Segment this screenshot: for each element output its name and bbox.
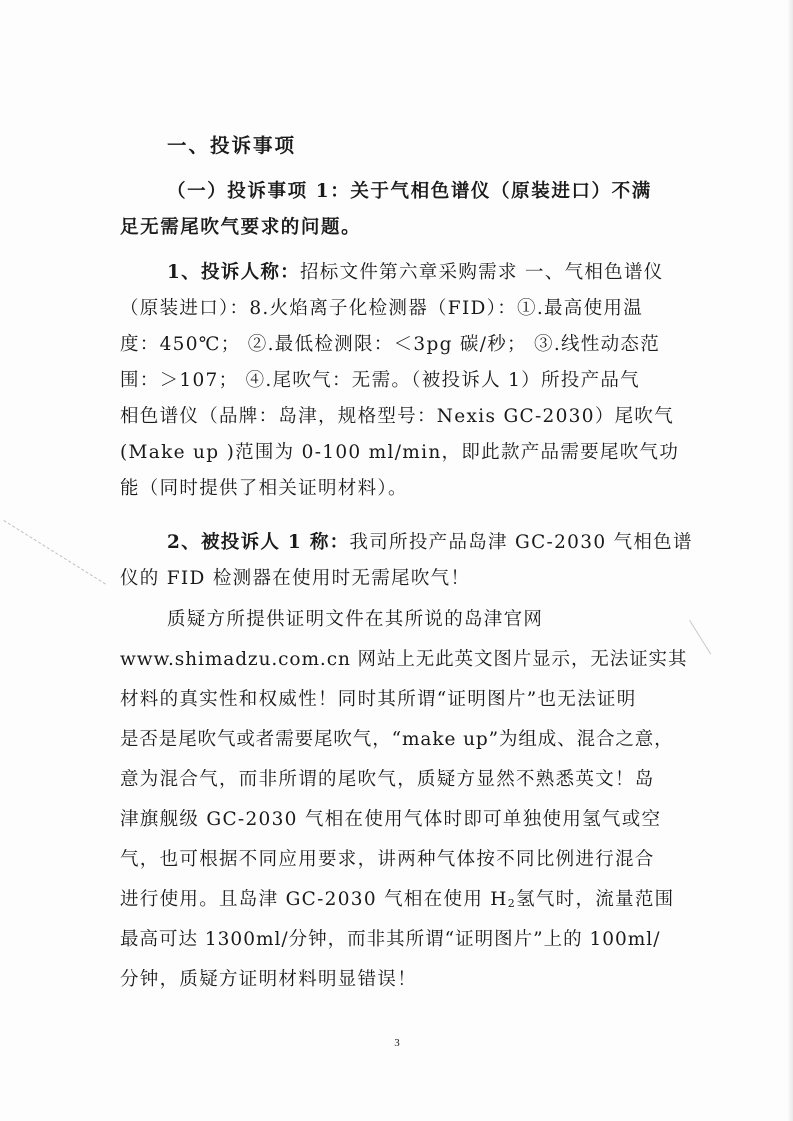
item1-title-line2: 足无需尾吹气要求的问题。 [120, 217, 362, 238]
complaint-line4: 围：＞107； ④.尾吹气：无需。（被投诉人 1）所投产品气 [120, 370, 640, 391]
respondent-line9: 气，也可根据不同应用要求，讲两种气体按不同比例进行混合 [120, 849, 655, 870]
section-heading: 一、投诉事项 [167, 134, 297, 157]
respondent-line2: 仪的 FID 检测器在使用时无需尾吹气！ [120, 568, 471, 589]
complaint-line1-text: 招标文件第六章采购需求 一、气相色谱仪 [299, 262, 664, 283]
complaint-line1 [167, 258, 664, 284]
respondent-line4: www.shimadzu.com.cn 网站上无此英文图片显示，无法证实其 [120, 649, 688, 670]
item1-title-line1: （一）投诉事项 1：关于气相色谱仪（原装进口）不满 [167, 181, 652, 202]
complaint-line2: （原装进口）：8.火焰离子化检测器（FID）：①.最高使用温 [120, 298, 644, 319]
complaint-label: 1、投诉人称： [167, 262, 300, 283]
complaint-line3: 度：450℃； ②.最低检测限：＜3pg 碳/秒； ③.线性动态范 [120, 334, 660, 355]
scan-artifact-line [688, 620, 711, 655]
respondent-line6: 是否是尾吹气或者需要尾吹气，“make up”为组成、混合之意， [120, 729, 674, 750]
scan-edge-shadow [787, 0, 793, 1121]
respondent-line8: 津旗舰级 GC-2030 气相在使用气体时即可单独使用氢气或空 [120, 809, 662, 830]
respondent-label: 2、被投诉人 1 称： [167, 532, 350, 553]
complaint-line6: (Make up )范围为 0-100 ml/min，即此款产品需要尾吹气功 [120, 442, 680, 463]
respondent-line1 [167, 528, 693, 554]
respondent-line12: 分钟，质疑方证明材料明显错误！ [120, 969, 418, 990]
respondent-line10-part-b: 氢气时，流量范围 [516, 889, 675, 910]
complaint-line7: 能（同时提供了相关证明材料）。 [120, 478, 408, 499]
complaint-line5: 相色谱仪（品牌：岛津，规格型号：Nexis GC-2030）尾吹气 [120, 406, 675, 427]
respondent-line11: 最高可达 1300ml/分钟，而非其所谓“证明图片”上的 100ml/ [120, 929, 661, 950]
hydrogen-subscript: 2 [507, 897, 517, 910]
respondent-line5: 材料的真实性和权威性！同时其所谓“证明图片”也无法证明 [120, 689, 637, 710]
respondent-line10 [120, 885, 674, 911]
respondent-line7: 意为混合气，而非所谓的尾吹气，质疑方显然不熟悉英文！岛 [120, 769, 655, 790]
page-number: 3 [394, 1037, 400, 1049]
respondent-line1-text: 我司所投产品岛津 GC-2030 气相色谱 [349, 532, 693, 553]
respondent-line3: 质疑方所提供证明文件在其所说的岛津官网 [167, 609, 544, 630]
scan-artifact-line [0, 520, 106, 635]
respondent-line10-part-a: 进行使用。且岛津 GC-2030 气相在使用 H [120, 889, 508, 910]
